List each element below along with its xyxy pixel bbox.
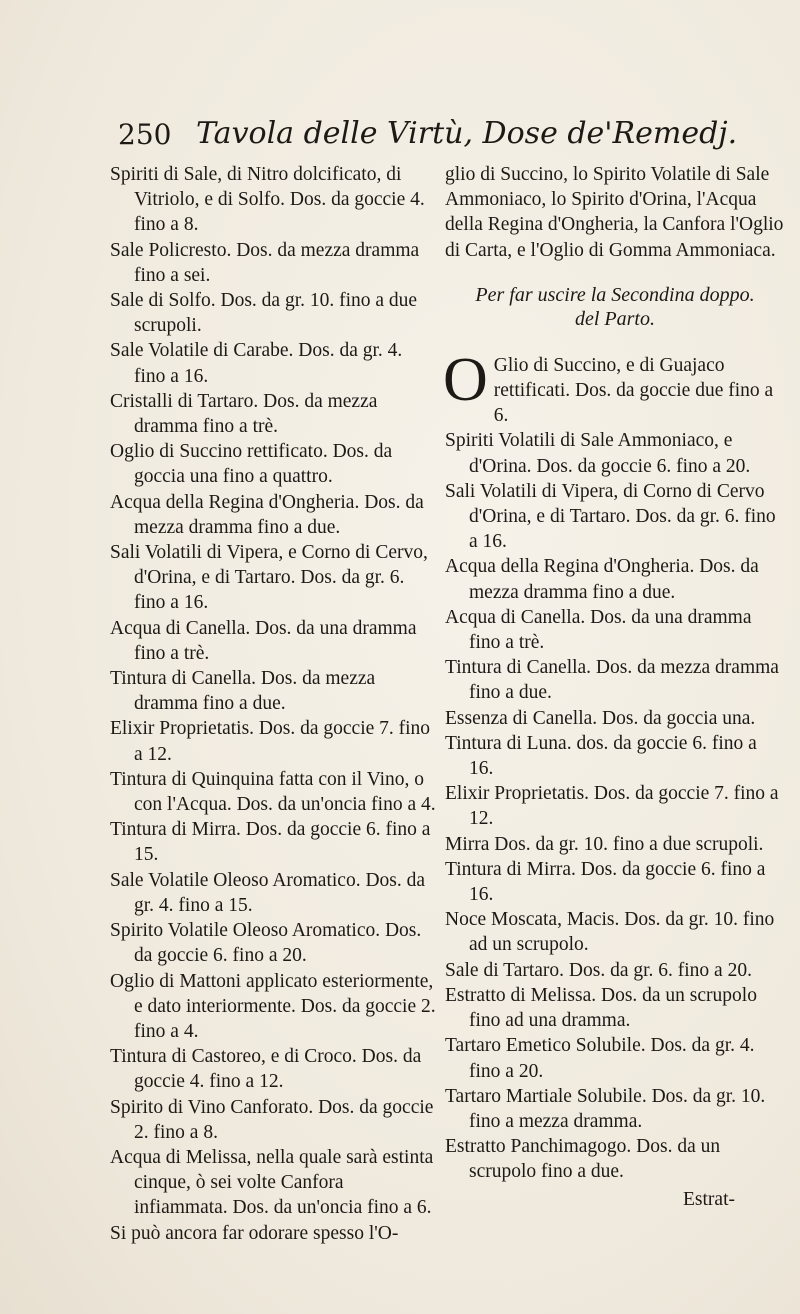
list-item: Sale Volatile di Carabe. Dos. da gr. 4. fino a 16. <box>110 340 403 387</box>
continuation-text: glio di Succino, lo Spirito Volatile di Sale Ammoniaco, lo Spirito d'Orina, l'Acqua della Regina d'Ongheria, la Canfora l'Oglio di Carta, e l'Oglio di Gomma Ammoniaca. <box>445 164 784 261</box>
list-item: Tintura di Canella. Dos. da mezza dramma fino a due. <box>445 657 779 704</box>
list-item: Estratto di Melissa. Dos. da un scrupolo fino ad una dramma. <box>445 984 757 1032</box>
page-number: 250 <box>118 118 172 151</box>
list-item: Spiriti Volatili di Sale Ammoniaco, e d'Orina. Dos. da goccie 6. fino a 20. <box>445 430 751 477</box>
list-item: Elixir Proprietatis. Dos. da goccie 7. fino a 12. <box>110 718 431 765</box>
list-item: Sale di Solfo. Dos. da gr. 10. fino a due scrupoli. <box>110 290 418 337</box>
list-item: Elixir Proprietatis. Dos. da goccie 7. fino a 12. <box>445 783 779 830</box>
list-item: Tintura di Quinquina fatta con il Vino, o con l'Acqua. Dos. da un'oncia fino a 4. <box>110 768 436 816</box>
section-heading-line: del Parto. <box>575 307 655 330</box>
drop-cap: O <box>443 345 488 414</box>
catchword: Estrat- <box>683 1188 735 1210</box>
list-item: Noce Moscata, Macis. Dos. da gr. 10. fino ad un scrupolo. <box>445 909 775 956</box>
list-item: Oglio di Mattoni applicato esteriormente, e dato interiormente. Dos. da goccie 2. fino a 4. <box>110 970 436 1042</box>
first-entry-text: Glio di Succino, e di Guajaco rettificati. Dos. da goccie due fino a 6. <box>493 354 774 427</box>
list-item: Tartaro Emetico Solubile. Dos. da gr. 4. fino a 20. <box>445 1035 755 1082</box>
list-item: Acqua di Canella. Dos. da una dramma fino a trè. <box>445 606 752 654</box>
right-column <box>445 162 785 1212</box>
list-item: Sali Volatili di Vipera, e Corno di Cervo, d'Orina, e di Tartaro. Dos. da gr. 6. fino a 16. <box>110 542 428 614</box>
list-item: Estratto Panchimagogo. Dos. da un scrupolo fino a due. <box>445 1136 721 1183</box>
list-item: Sali Volatili di Vipera, di Corno di Cervo d'Orina, e di Tartaro. Dos. da gr. 6. fino a 16. <box>445 480 776 553</box>
section-heading-line: Per far uscire la Secondina doppo. <box>475 283 755 306</box>
list-item: Essenza di Canella. Dos. da goccia una. <box>445 707 756 729</box>
list-item: Tintura di Canella. Dos. da mezza dramma fino a due. <box>110 668 376 715</box>
list-item: Acqua di Melissa, nella quale sarà estinta cinque, ò sei volte Canfora infiammata. Dos. da un'oncia fino a 6. <box>110 1146 434 1219</box>
list-item: Spirito di Vino Canforato. Dos. da goccie 2. fino a 8. <box>110 1096 434 1143</box>
running-header <box>118 112 768 162</box>
list-item: Acqua di Canella. Dos. da una dramma fino a trè. <box>110 617 417 664</box>
list-item: Spirito Volatile Oleoso Aromatico. Dos. da goccie 6. fino a 20. <box>110 920 422 967</box>
list-item: Mirra Dos. da gr. 10. fino a due scrupoli. <box>445 833 764 855</box>
list-item: Tintura di Luna. dos. da goccie 6. fino a 16. <box>445 732 757 780</box>
list-item: Acqua della Regina d'Ongheria. Dos. da mezza dramma fino a due. <box>110 491 424 538</box>
list-item: Sale di Tartaro. Dos. da gr. 6. fino a 20. <box>445 959 752 981</box>
list-item: Tintura di Mirra. Dos. da goccie 6. fino a 16. <box>445 858 766 906</box>
list-item: Sale Policresto. Dos. da mezza dramma fino a sei. <box>110 239 420 286</box>
list-item: Acqua della Regina d'Ongheria. Dos. da mezza dramma fino a due. <box>445 556 759 603</box>
left-column <box>110 162 436 1246</box>
list-item: Spiriti di Sale, di Nitro dolcificato, di Vitriolo, e di Solfo. Dos. da goccie 4. fino a 8. <box>110 164 425 236</box>
list-item: Si può ancora far odorare spesso l'O- <box>110 1222 399 1244</box>
list-item: Oglio di Succino rettificato. Dos. da goccia una fino a quattro. <box>110 441 393 488</box>
list-item: Tartaro Martiale Solubile. Dos. da gr. 10. fino a mezza dramma. <box>445 1085 766 1132</box>
running-title: Tavola delle Virtù, Dose de'Remedj. <box>196 116 738 151</box>
list-item: Sale Volatile Oleoso Aromatico. Dos. da gr. 4. fino a 15. <box>110 869 426 916</box>
list-item: Tintura di Mirra. Dos. da goccie 6. fino a 15. <box>110 819 431 866</box>
section-first-entry <box>443 345 785 429</box>
list-item: Cristalli di Tartaro. Dos. da mezza dramma fino a trè. <box>110 390 378 438</box>
section-heading <box>445 283 785 331</box>
list-item: Tintura di Castoreo, e di Croco. Dos. da goccie 4. fino a 12. <box>110 1046 422 1093</box>
